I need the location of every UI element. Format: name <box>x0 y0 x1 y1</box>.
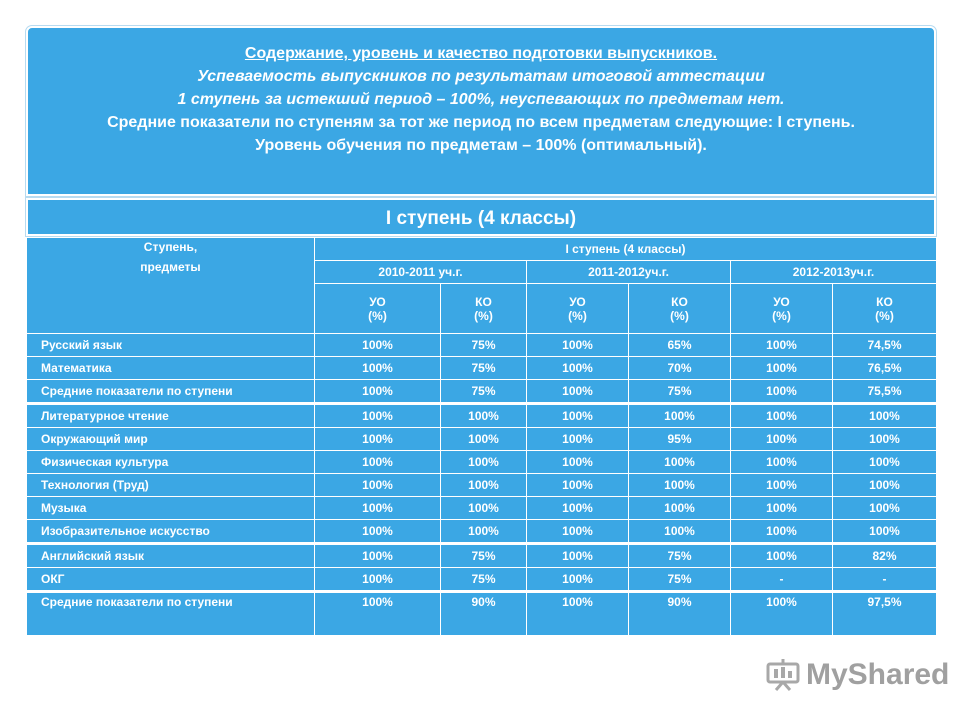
table-cell: 100% <box>629 404 731 428</box>
row-label: Музыка <box>27 497 315 520</box>
table-cell: 70% <box>629 357 731 380</box>
table-cell: 100% <box>315 380 441 404</box>
table-cell: 100% <box>527 451 629 474</box>
table-cell: 100% <box>527 544 629 568</box>
header-box <box>26 26 936 196</box>
table-cell: 100% <box>629 451 731 474</box>
table-cell: 100% <box>731 592 833 636</box>
table-cell: 100% <box>527 497 629 520</box>
col-pct-label: (%) <box>670 308 689 323</box>
table-cell: 100% <box>527 404 629 428</box>
table-cell: 75% <box>441 544 527 568</box>
table-cell: 76,5% <box>833 357 937 380</box>
table-cell: 75,5% <box>833 380 937 404</box>
table-cell: 100% <box>731 544 833 568</box>
table-cell: 100% <box>527 592 629 636</box>
col-pct-label: (%) <box>568 308 587 323</box>
table-cell: 75% <box>441 568 527 592</box>
table-cell: 90% <box>629 592 731 636</box>
row-label: Математика <box>27 357 315 380</box>
table-cell: 100% <box>731 404 833 428</box>
row-label: Изобразительное искусство <box>27 520 315 544</box>
table-cell: 95% <box>629 428 731 451</box>
table-cell: 100% <box>441 451 527 474</box>
table-cell: 75% <box>441 357 527 380</box>
table-row <box>27 592 937 636</box>
header-line-2: Успеваемость выпускников по результатам итоговой аттестации <box>197 68 765 85</box>
table-cell: 100% <box>315 334 441 357</box>
table-cell: 100% <box>441 404 527 428</box>
table-cell: 97,5% <box>833 592 937 636</box>
col-uo-label: УО <box>369 294 386 309</box>
table-cell: 100% <box>527 428 629 451</box>
col-pct-label: (%) <box>474 308 493 323</box>
table-cell: 100% <box>833 451 937 474</box>
table-cell: 100% <box>315 568 441 592</box>
table-cell: 100% <box>315 497 441 520</box>
row-label: Средние показатели по ступени <box>27 592 315 636</box>
table-cell: 100% <box>315 544 441 568</box>
table-cell: 100% <box>833 474 937 497</box>
table-cell: 100% <box>833 520 937 544</box>
table-cell: 100% <box>833 497 937 520</box>
table-cell: 100% <box>629 474 731 497</box>
table-cell: 100% <box>527 520 629 544</box>
table-cell: 100% <box>731 474 833 497</box>
table-row <box>27 404 937 428</box>
row-label: Русский язык <box>27 334 315 357</box>
table-cell: - <box>731 568 833 592</box>
corner-header <box>27 238 315 334</box>
col-uo-label: УО <box>773 294 790 309</box>
section-subtitle: I ступень (4 классы) <box>26 198 936 236</box>
col-uo-3 <box>731 284 833 334</box>
table-cell: 75% <box>441 380 527 404</box>
table-row <box>27 428 937 451</box>
col-uo-label: УО <box>569 294 586 309</box>
table-row <box>27 474 937 497</box>
col-ko-label: КО <box>671 294 688 309</box>
table-cell: 100% <box>441 428 527 451</box>
row-label: Средние показатели по ступени <box>27 380 315 404</box>
table-cell: 100% <box>527 334 629 357</box>
results-table <box>26 237 937 636</box>
table-cell: 100% <box>731 520 833 544</box>
col-pct-label: (%) <box>875 308 894 323</box>
table-cell: 82% <box>833 544 937 568</box>
table-cell: 100% <box>731 497 833 520</box>
table-cell: 100% <box>731 451 833 474</box>
row-label: Английский язык <box>27 544 315 568</box>
table-row <box>27 451 937 474</box>
col-ko-label: КО <box>876 294 893 309</box>
corner-line-2: предметы <box>140 260 201 274</box>
year-header-2: 2011-2012уч.г. <box>527 261 731 284</box>
table-cell: 75% <box>629 544 731 568</box>
group-header: I ступень (4 классы) <box>315 238 937 261</box>
table-cell: 100% <box>315 474 441 497</box>
table-cell: 100% <box>527 357 629 380</box>
col-ko-2 <box>629 284 731 334</box>
table-row <box>27 568 937 592</box>
table-cell: 100% <box>527 474 629 497</box>
year-header-3: 2012-2013уч.г. <box>731 261 937 284</box>
year-header-1: 2010-2011 уч.г. <box>315 261 527 284</box>
row-label: Технология (Труд) <box>27 474 315 497</box>
table-cell: 100% <box>315 451 441 474</box>
col-ko-3 <box>833 284 937 334</box>
table-cell: 90% <box>441 592 527 636</box>
table-cell: 75% <box>629 380 731 404</box>
header-line-4: Средние показатели по ступеням за тот же период по всем предметам следующие: I ступень. <box>107 114 855 131</box>
table-cell: - <box>833 568 937 592</box>
table-cell: 75% <box>629 568 731 592</box>
table-cell: 100% <box>315 404 441 428</box>
table-cell: 100% <box>731 334 833 357</box>
table-cell: 100% <box>629 520 731 544</box>
table-cell: 100% <box>731 380 833 404</box>
col-ko-label: КО <box>475 294 492 309</box>
header-title: Содержание, уровень и качество подготовки выпускников. <box>244 45 718 62</box>
watermark-text: MyShared <box>806 658 950 691</box>
col-pct-label: (%) <box>368 308 387 323</box>
table-cell: 75% <box>441 334 527 357</box>
row-label: Окружающий мир <box>27 428 315 451</box>
table-cell: 100% <box>731 428 833 451</box>
table-cell: 74,5% <box>833 334 937 357</box>
table-cell: 100% <box>833 404 937 428</box>
table-cell: 100% <box>629 497 731 520</box>
presentation-icon <box>766 658 800 692</box>
table-row <box>27 520 937 544</box>
table-cell: 100% <box>315 357 441 380</box>
col-uo-2 <box>527 284 629 334</box>
table-cell: 100% <box>731 357 833 380</box>
row-label: Литературное чтение <box>27 404 315 428</box>
table-cell: 100% <box>315 520 441 544</box>
col-pct-label: (%) <box>772 308 791 323</box>
table-row <box>27 357 937 380</box>
row-label: ОКГ <box>27 568 315 592</box>
table-row <box>27 380 937 404</box>
col-ko-1 <box>441 284 527 334</box>
corner-line-1: Ступень, <box>143 240 198 254</box>
table-cell: 100% <box>833 428 937 451</box>
table-cell: 100% <box>527 380 629 404</box>
table-row <box>27 544 937 568</box>
header-line-3: 1 ступень за истекший период – 100%, неуспевающих по предметам нет. <box>177 91 785 108</box>
table-row <box>27 497 937 520</box>
table-cell: 100% <box>441 520 527 544</box>
table-cell: 100% <box>441 474 527 497</box>
row-label: Физическая культура <box>27 451 315 474</box>
table-cell: 100% <box>315 428 441 451</box>
table-cell: 100% <box>315 592 441 636</box>
table-cell: 65% <box>629 334 731 357</box>
table-cell: 100% <box>527 568 629 592</box>
header-line-5: Уровень обучения по предметам – 100% (оптимальный). <box>255 137 707 154</box>
table-cell: 100% <box>441 497 527 520</box>
col-uo-1 <box>315 284 441 334</box>
table-row <box>27 334 937 357</box>
